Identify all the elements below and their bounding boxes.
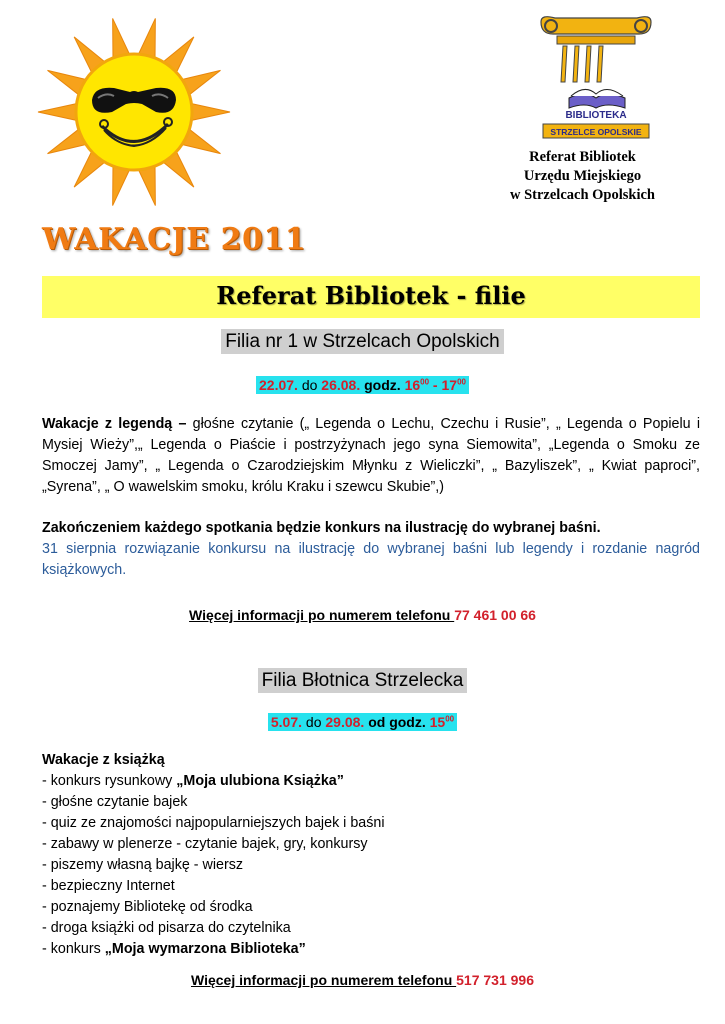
branch1-intro-bold: Wakacje z legendą – bbox=[42, 416, 187, 432]
branch2-hour-start: 15 bbox=[429, 714, 446, 730]
branch1-contest-bold: Zakończeniem każdego spotkania będzie konkurs na ilustrację do wybranej baśni. bbox=[42, 520, 601, 536]
list-item: - konkurs „Moja wymarzona Biblioteka” bbox=[42, 941, 306, 957]
list-item: - droga książki od pisarza do czytelnika bbox=[42, 920, 291, 936]
branch1-hours-label: godz. bbox=[364, 377, 401, 393]
branch1-contest-blue: 31 sierpnia rozwiązanie konkursu na ilustrację do wybranej baśni lub legendy i rozdanie nagród książkowych. bbox=[42, 541, 700, 578]
branch2-heading: Filia Błotnica Strzelecka bbox=[258, 668, 468, 693]
branch2-more-label: Więcej informacji po numerem telefonu bbox=[190, 972, 457, 988]
library-logo bbox=[535, 12, 657, 142]
branch2-hours-label: od godz. bbox=[368, 714, 426, 730]
branch1-hour-end-sup: 00 bbox=[457, 377, 466, 387]
branch1-date-to-word: do bbox=[301, 377, 318, 393]
branch1-hour-end: 17 bbox=[441, 377, 458, 393]
branch1-phone[interactable]: 77 461 00 66 bbox=[454, 607, 536, 623]
branch1-more-info bbox=[189, 607, 536, 623]
sun-illustration bbox=[34, 12, 234, 212]
banner-title: Referat Bibliotek - filie bbox=[216, 281, 526, 310]
org-line-2: Urzędu Miejskiego bbox=[523, 168, 642, 184]
branch2-date-to-word: do bbox=[305, 714, 322, 730]
list-item: - zabawy w plenerze - czytanie bajek, gry, konkursy bbox=[42, 836, 368, 852]
list-item: - quiz ze znajomości najpopularniejszych bajek i baśni bbox=[42, 815, 385, 831]
logo-city-text: STRZELCE OPOLSKIE bbox=[550, 127, 642, 137]
branch1-more-label: Więcej informacji po numerem telefonu bbox=[189, 607, 455, 623]
branch2-list-title: Wakacje z książką bbox=[42, 752, 165, 768]
list-item: - konkurs rysunkowy „Moja ulubiona Książka” bbox=[42, 773, 344, 789]
branch1-hour-start: 16 bbox=[404, 377, 421, 393]
branch1-hour-sep: - bbox=[429, 377, 442, 393]
org-line-1: Referat Bibliotek bbox=[529, 149, 636, 165]
branch2-date-line bbox=[268, 713, 457, 731]
logo-name-text: BIBLIOTEKA bbox=[565, 110, 627, 121]
branch1-heading: Filia nr 1 w Strzelcach Opolskich bbox=[221, 329, 504, 354]
list-item: - bezpieczny Internet bbox=[42, 878, 175, 894]
branch1-date-to: 26.08. bbox=[321, 377, 361, 393]
branch2-phone[interactable]: 517 731 996 bbox=[456, 972, 534, 988]
branch2-date-to: 29.08. bbox=[325, 714, 365, 730]
branch1-date-from: 22.07. bbox=[259, 377, 298, 393]
sun-ray bbox=[38, 103, 79, 121]
branch2-hour-start-sup: 00 bbox=[445, 714, 455, 724]
page-title: WAKACJE 2011 bbox=[42, 222, 307, 257]
list-item: - głośne czytanie bajek bbox=[42, 794, 188, 810]
branch2-more-info bbox=[191, 972, 534, 988]
branch1-intro-paragraph bbox=[42, 414, 700, 498]
branch1-date-line bbox=[256, 376, 469, 394]
list-item: - poznajemy Bibliotekę od środka bbox=[42, 899, 253, 915]
branch1-contest-paragraph bbox=[42, 518, 700, 581]
branch1-hour-start-sup: 00 bbox=[420, 377, 430, 387]
branch2-activity-list bbox=[42, 750, 385, 960]
branch1-intro-text: głośne czytanie („ Legenda o Lechu, Czechu i Rusie”, „ Legenda o Popielu i Mysiej Wieży”,„ Legenda o Piaście i postrzyżynach jego syna Siemowita”, „Legenda o Smoku ze Smoczej Jamy”, „ Legenda o Czarodziejskim Młynku z Wieliczki”, „ Bazyliszek”, „ Kwiat paproci”, „Syrena”, „ O wawelskim smoku, królu Kraku i szewcu Skubie”,) bbox=[42, 416, 700, 495]
org-line-3: w Strzelcach Opolskich bbox=[510, 187, 655, 203]
list-item: - piszemy własną bajkę - wiersz bbox=[42, 857, 244, 873]
branch2-date-from: 5.07. bbox=[270, 714, 303, 730]
sun-ray bbox=[189, 103, 230, 121]
